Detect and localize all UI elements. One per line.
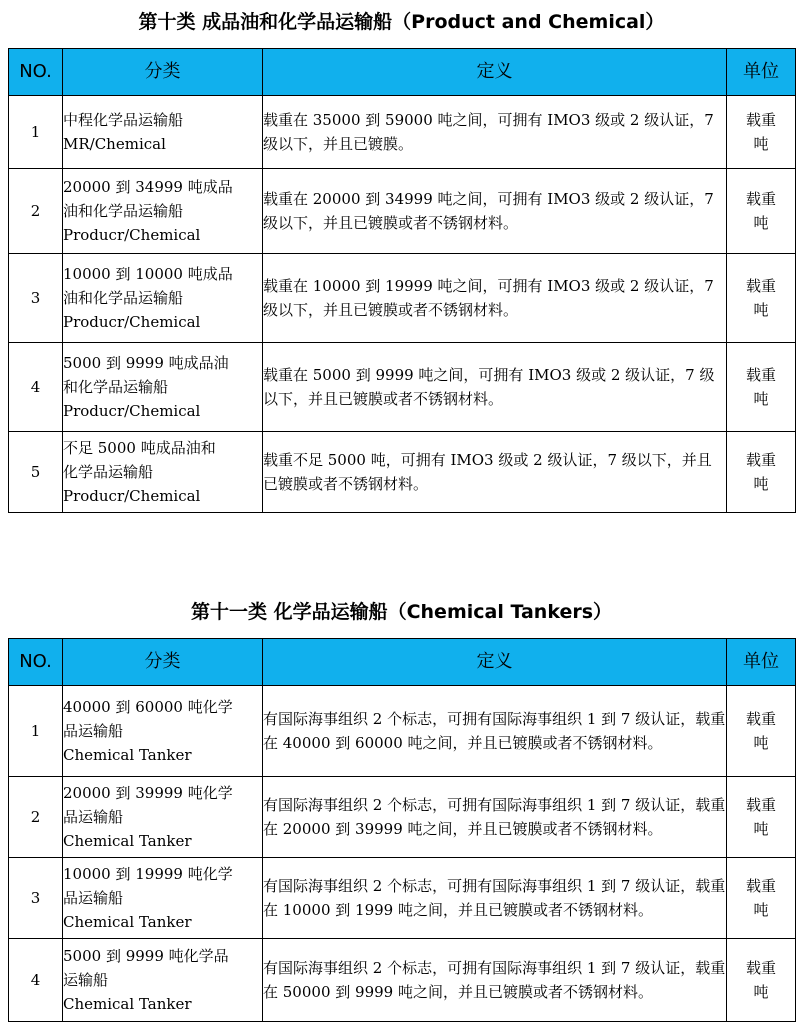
definition-text: 有国际海事组织 2 个标志，可拥有国际海事组织 1 到 7 级认证，载重在 20000 到 39999 吨之间，并且已镀膜或者不锈钢材料。 (263, 796, 726, 838)
category-cell (63, 686, 263, 777)
category-line: 10000 到 10000 吨成品 (63, 265, 233, 283)
category-line: 20000 到 39999 吨化学 (63, 784, 233, 802)
category-line: 中程化学品运输船 (63, 111, 184, 129)
definition-cell (263, 858, 727, 939)
definition-text: 载重不足 5000 吨，可拥有 IMO3 级或 2 级认证，7 级以下，并且已镀膜或者不锈钢材料。 (263, 451, 712, 493)
definition-cell (263, 686, 727, 777)
category-line: Chemical Tanker (63, 995, 192, 1013)
category-line: 品运输船 (63, 889, 124, 907)
unit-line: 载重 (745, 796, 776, 814)
chemical-tankers-table (8, 638, 796, 1022)
category-line: Chemical Tanker (63, 746, 192, 764)
category-line: Chemical Tanker (63, 913, 192, 931)
unit-cell (727, 939, 796, 1022)
unit-cell (727, 858, 796, 939)
row-number: 2 (9, 777, 63, 858)
table-row (9, 939, 796, 1022)
category-line: 5000 到 9999 吨成品油 (63, 354, 229, 372)
definition-text: 有国际海事组织 2 个标志，可拥有国际海事组织 1 到 7 级认证，载重在 40000 到 60000 吨之间，并且已镀膜或者不锈钢材料。 (263, 710, 726, 752)
definition-text: 载重在 10000 到 19999 吨之间，可拥有 IMO3 级或 2 级认证，7 级以下，并且已镀膜或者不锈钢材料。 (263, 277, 714, 319)
category-line: Producr/Chemical (63, 487, 201, 505)
table-header-row (9, 49, 796, 96)
definition-text: 载重在 20000 到 34999 吨之间，可拥有 IMO3 级或 2 级认证，7 级以下，并且已镀膜或者不锈钢材料。 (263, 190, 714, 232)
table-row (9, 777, 796, 858)
row-number: 4 (9, 939, 63, 1022)
unit-cell (727, 169, 796, 254)
unit-line: 吨 (753, 475, 769, 493)
category-cell (63, 939, 263, 1022)
category-cell (63, 858, 263, 939)
unit-cell (727, 432, 796, 513)
unit-line: 吨 (753, 901, 769, 919)
category-cell (63, 777, 263, 858)
unit-line: 载重 (745, 959, 776, 977)
table-body (9, 686, 796, 1022)
header-unit: 单位 (727, 639, 796, 686)
row-number: 3 (9, 254, 63, 343)
category-line: 化学品运输船 (63, 463, 154, 481)
unit-line: 载重 (745, 710, 776, 728)
definition-cell (263, 777, 727, 858)
definition-cell (263, 432, 727, 513)
category-line: Chemical Tanker (63, 832, 192, 850)
table-body (9, 96, 796, 513)
table-row (9, 254, 796, 343)
category-line: 10000 到 19999 吨化学 (63, 865, 233, 883)
unit-cell (727, 343, 796, 432)
definition-text: 载重在 5000 到 9999 吨之间，可拥有 IMO3 级或 2 级认证，7 级以下，并且已镀膜或者不锈钢材料。 (263, 366, 715, 408)
unit-line: 吨 (753, 390, 769, 408)
category-line: 品运输船 (63, 808, 124, 826)
unit-line: 吨 (753, 734, 769, 752)
category-line: 和化学品运输船 (63, 378, 169, 396)
category-cell (63, 96, 263, 169)
category-line: 不足 5000 吨成品油和 (63, 439, 216, 457)
header-no: NO. (9, 639, 63, 686)
category-line: Producr/Chemical (63, 313, 201, 331)
category-line: 20000 到 34999 吨成品 (63, 178, 233, 196)
definition-cell (263, 343, 727, 432)
category-line: 40000 到 60000 吨化学 (63, 698, 233, 716)
category-line: 5000 到 9999 吨化学品 (63, 947, 229, 965)
row-number: 5 (9, 432, 63, 513)
header-unit: 单位 (727, 49, 796, 96)
table-row (9, 343, 796, 432)
category-line: Producr/Chemical (63, 226, 201, 244)
table-row (9, 686, 796, 777)
table-row (9, 96, 796, 169)
unit-line: 吨 (753, 214, 769, 232)
definition-cell (263, 254, 727, 343)
unit-line: 载重 (745, 366, 776, 384)
header-definition: 定义 (263, 639, 727, 686)
unit-line: 载重 (745, 451, 776, 469)
row-number: 3 (9, 858, 63, 939)
category-cell (63, 343, 263, 432)
unit-line: 吨 (753, 301, 769, 319)
definition-text: 有国际海事组织 2 个标志，可拥有国际海事组织 1 到 7 级认证，载重在 50000 到 9999 吨之间，并且已镀膜或者不锈钢材料。 (263, 959, 726, 1001)
definition-cell (263, 169, 727, 254)
category-line: 运输船 (63, 971, 109, 989)
row-number: 1 (9, 96, 63, 169)
header-category: 分类 (63, 639, 263, 686)
unit-cell (727, 254, 796, 343)
definition-cell (263, 96, 727, 169)
unit-line: 载重 (745, 190, 776, 208)
category-cell (63, 169, 263, 254)
unit-line: 吨 (753, 820, 769, 838)
product-chemical-table (8, 48, 796, 513)
category-line: MR/Chemical (63, 135, 166, 153)
category-cell (63, 432, 263, 513)
unit-line: 载重 (745, 277, 776, 295)
row-number: 2 (9, 169, 63, 254)
unit-line: 吨 (753, 135, 769, 153)
section-title-chemical-tankers: 第十一类 化学品运输船（Chemical Tankers） (190, 601, 613, 623)
table-header-row (9, 639, 796, 686)
table-row (9, 858, 796, 939)
unit-line: 吨 (753, 983, 769, 1001)
category-line: 油和化学品运输船 (63, 202, 184, 220)
category-line: 油和化学品运输船 (63, 289, 184, 307)
category-cell (63, 254, 263, 343)
unit-cell (727, 96, 796, 169)
header-no: NO. (9, 49, 63, 96)
header-definition: 定义 (263, 49, 727, 96)
category-line: 品运输船 (63, 722, 124, 740)
definition-text: 载重在 35000 到 59000 吨之间，可拥有 IMO3 级或 2 级认证，7 级以下，并且已镀膜。 (263, 111, 714, 153)
table-row (9, 432, 796, 513)
unit-cell (727, 686, 796, 777)
unit-cell (727, 777, 796, 858)
section-title-product-chemical: 第十类 成品油和化学品运输船（Product and Chemical） (138, 11, 665, 33)
unit-line: 载重 (745, 877, 776, 895)
row-number: 4 (9, 343, 63, 432)
unit-line: 载重 (745, 111, 776, 129)
category-line: Producr/Chemical (63, 402, 201, 420)
header-category: 分类 (63, 49, 263, 96)
table-row (9, 169, 796, 254)
definition-cell (263, 939, 727, 1022)
definition-text: 有国际海事组织 2 个标志，可拥有国际海事组织 1 到 7 级认证，载重在 10000 到 1999 吨之间，并且已镀膜或者不锈钢材料。 (263, 877, 726, 919)
row-number: 1 (9, 686, 63, 777)
